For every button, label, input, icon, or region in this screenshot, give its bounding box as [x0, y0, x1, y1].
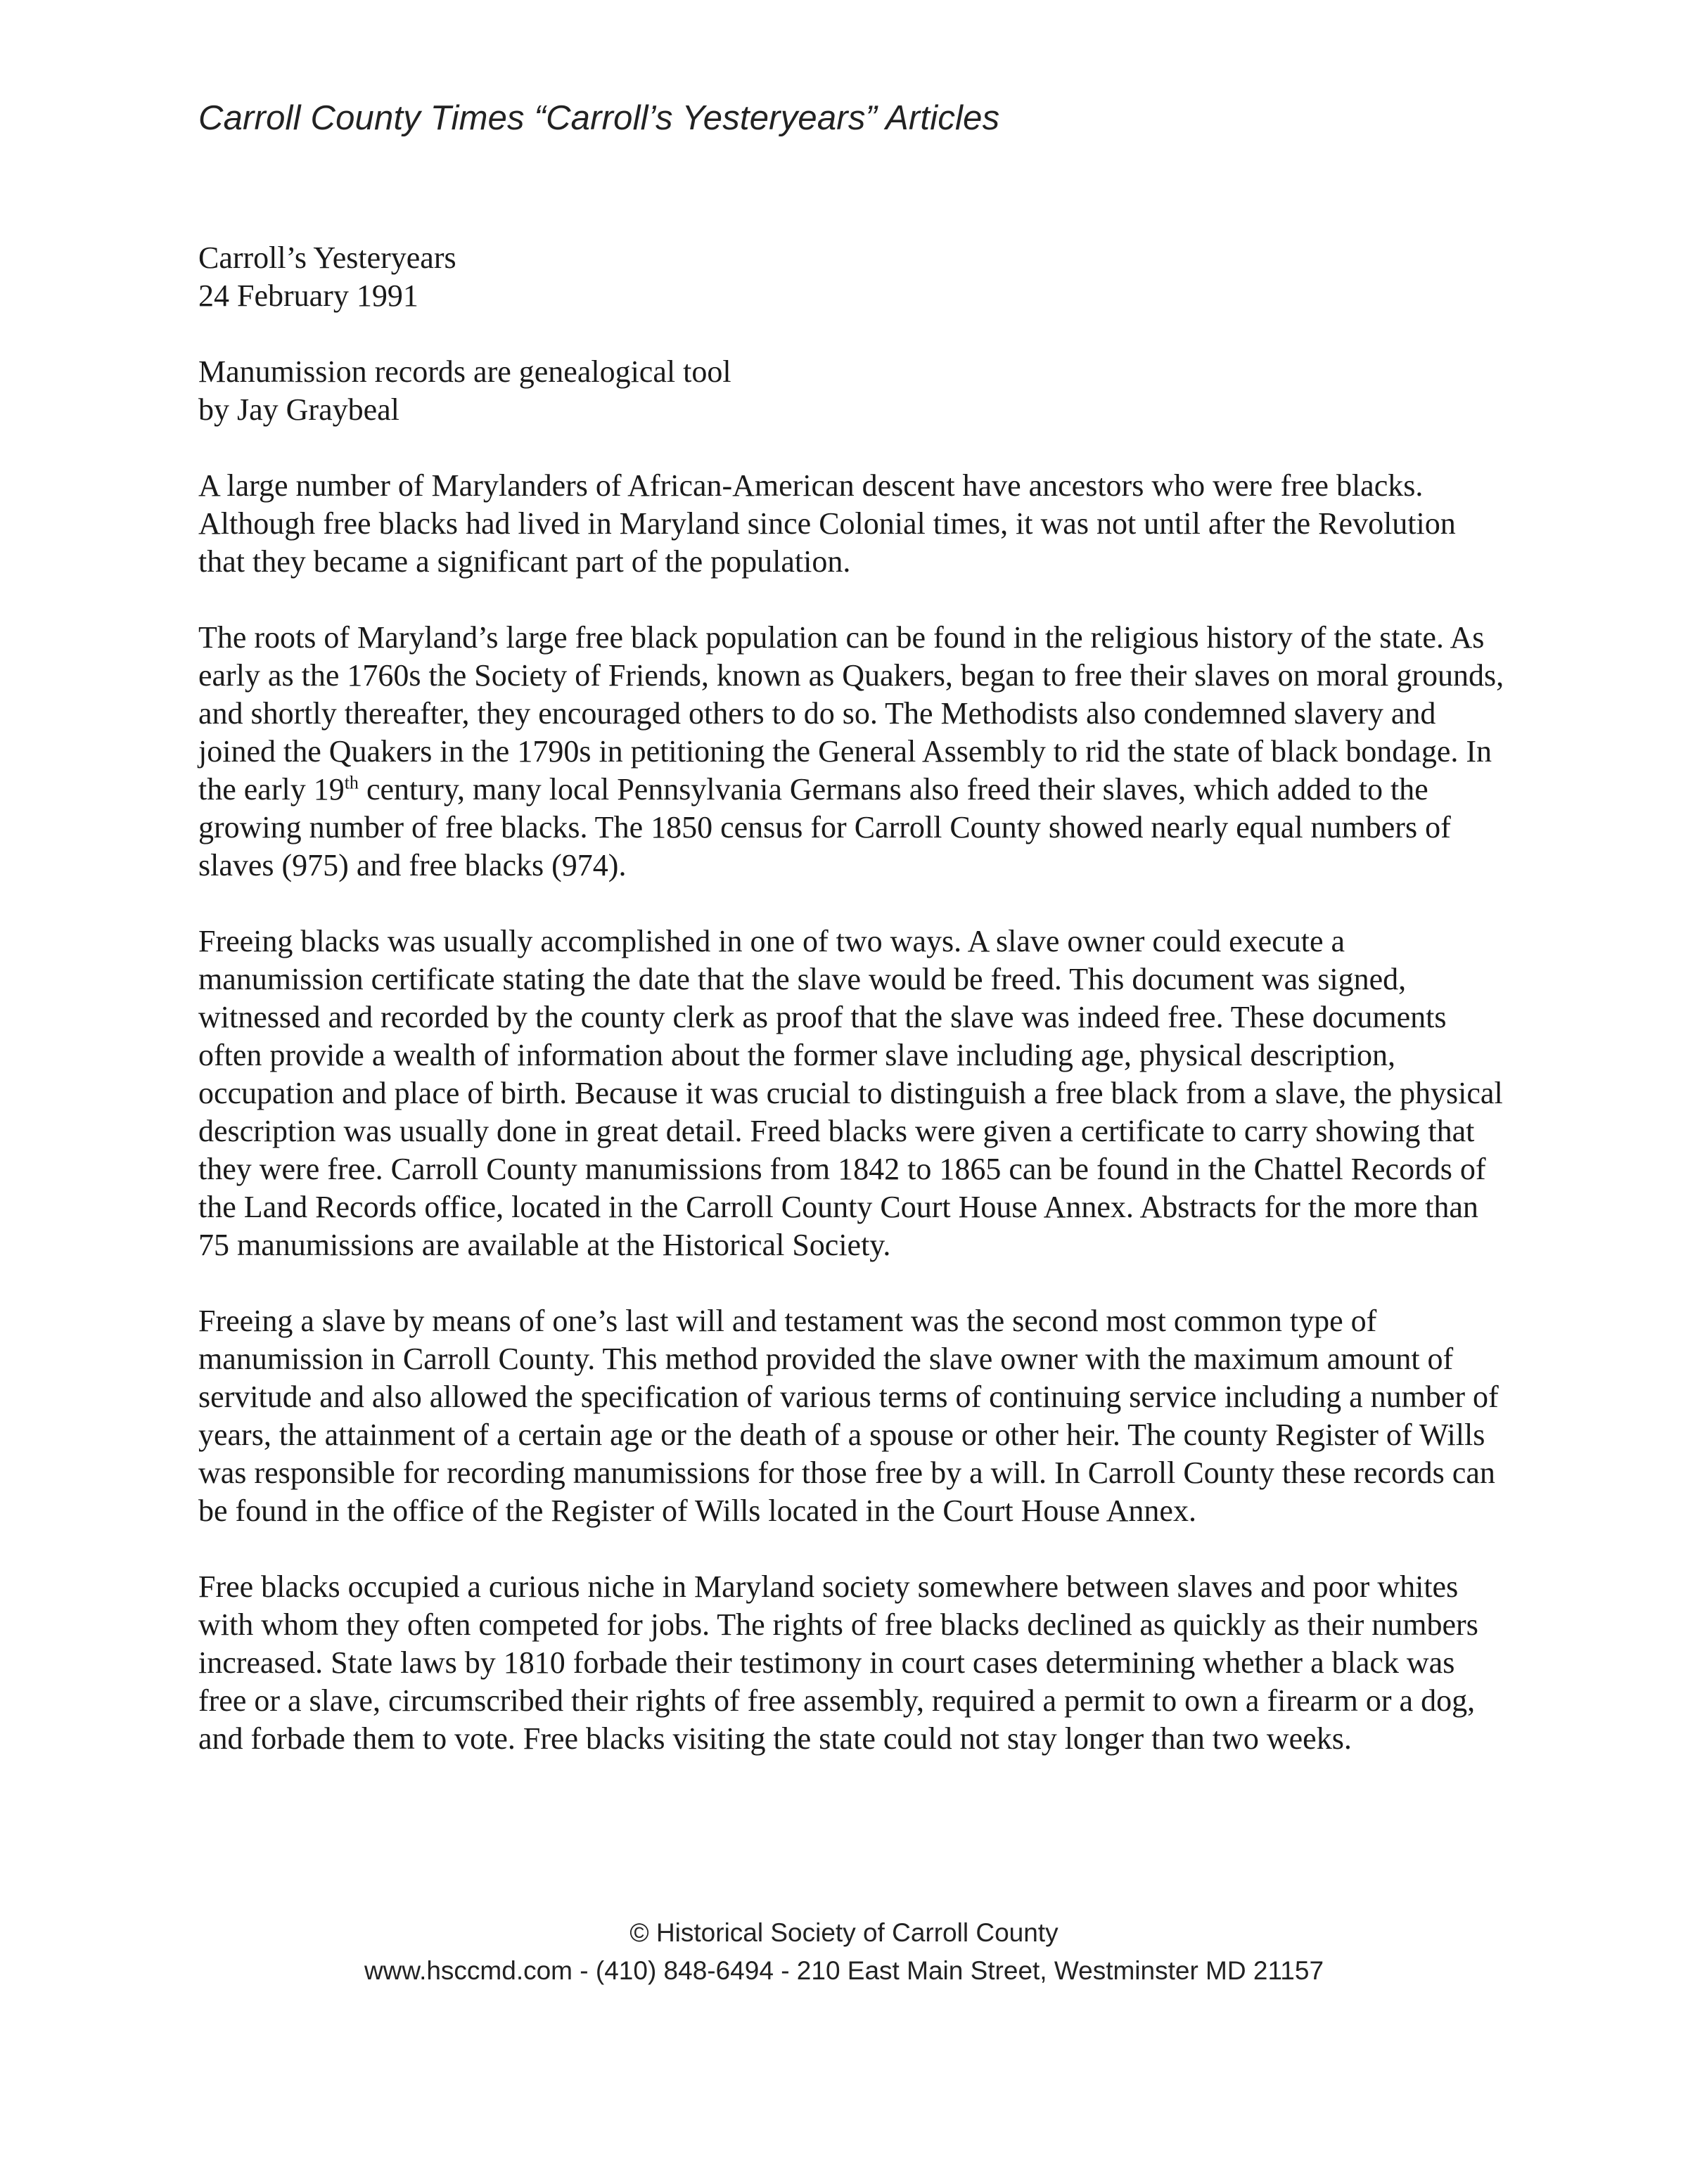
paragraph-2 [198, 619, 1507, 885]
paragraph-3: Freeing blacks was usually accomplished in one of two ways. A slave owner could execute a manumission certificate stating the date that the slave would be freed. This document was signed, witnessed and recorded by the county clerk as proof that the slave was indeed free. These documents often provide a wealth of information about the former slave including age, physical description, occupation and place of birth. Because it was crucial to distinguish a free black from a slave, the physical description was usually done in great detail. Freed blacks were given a certificate to carry showing that they were free. Carroll County manumissions from 1842 to 1865 can be found in the Chattel Records of the Land Records office, located in the Carroll County Court House Annex. Abstracts for the more than 75 manumissions are available at the Historical Society. [198, 924, 1503, 1262]
article-meta [198, 239, 1507, 315]
article-body [198, 239, 1507, 1796]
page-header-title: Carroll County Times “Carroll’s Yesteryears” Articles [198, 99, 1000, 137]
column-name: Carroll’s Yesteryears [198, 240, 456, 275]
headline: Manumission records are genealogical tool [198, 354, 731, 389]
paragraph-5: Free blacks occupied a curious niche in Maryland society somewhere between slaves and poor whites with whom they often competed for jobs. The rights of free blacks declined as quickly as their numbers increased. State laws by 1810 forbade their testimony in court cases determining whether a black was free or a slave, circumscribed their rights of free assembly, required a permit to own a firearm or a dog, and forbade them to vote. Free blacks visiting the state could not stay longer than two weeks. [198, 1569, 1478, 1756]
paragraph-4: Freeing a slave by means of one’s last will and testament was the second most common type of manumission in Carroll County. This method provided the slave owner with the maximum amount of servitude and also allowed the specification of various terms of continuing service including a number of years, the attainment of a certain age or the death of a spouse or other heir. The county Register of Wills was responsible for recording manumissions for those free by a will. In Carroll County these records can be found in the office of the Register of Wills located in the Court House Annex. [198, 1304, 1499, 1528]
page-footer [0, 1914, 1688, 1990]
byline: by Jay Graybeal [198, 392, 399, 427]
article-heading [198, 353, 1507, 429]
footer-contact: www.hsccmd.com - (410) 848-6494 - 210 East Main Street, Westminster MD 21157 [364, 1956, 1324, 1985]
paragraph-2-text: The roots of Maryland’s large free black population can be found in the religious history of the state. As early as the 1760s the Society of Friends, known as Quakers, began to free their slaves on moral grounds, and shortly thereafter, they encouraged others to do so. The Methodists also condemned slavery and joined the Quakers in the 1790s in petitioning the General Assembly to rid the state of black bondage. In the early 19 [198, 620, 1504, 807]
footer-copyright: © Historical Society of Carroll County [629, 1918, 1059, 1947]
article-date: 24 February 1991 [198, 278, 418, 313]
paragraph-1: A large number of Marylanders of African-American descent have ancestors who were free blacks. Although free blacks had lived in Maryland since Colonial times, it was not until after the Revolution that they became a significant part of the population. [198, 468, 1456, 579]
paragraph-2-rest: century, many local Pennsylvania Germans also freed their slaves, which added to the growing number of free blacks. The 1850 census for Carroll County showed nearly equal numbers of slaves (975) and free blacks (974). [198, 772, 1451, 882]
paragraph-2-superscript: th [344, 772, 359, 793]
